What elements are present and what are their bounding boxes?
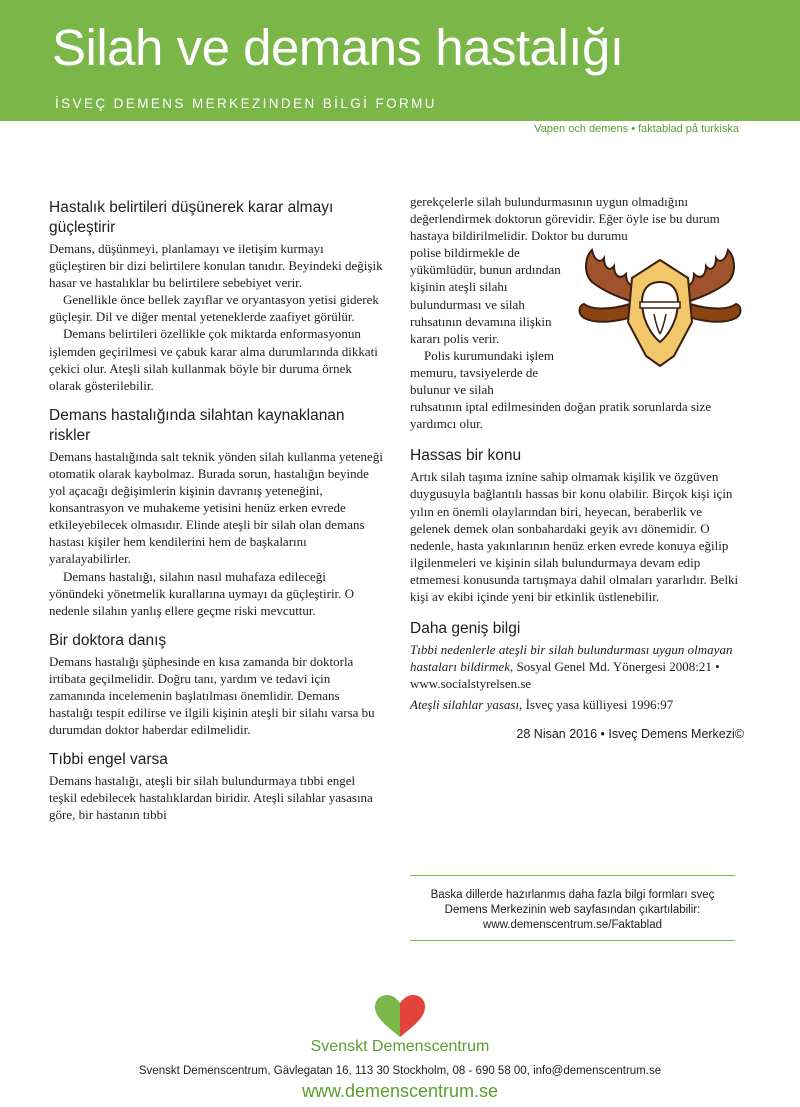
- reference-2-title: Ateşli silahlar yasası,: [410, 697, 523, 713]
- section-heading-medical: Tıbbi engel varsa: [49, 751, 168, 769]
- paragraph: Genellikle önce bellek zayıflar ve oryantasyon yetisi giderek güçleşir. Dil ve diğer mental yeteneklerde zaafiyet görülür.: [49, 292, 379, 325]
- text-wrap-block: [410, 244, 744, 398]
- reference-1-title: Tıbbi nedenlerle ateşli bir silah bulundurması uygun olmayan hastaları bildirmek,: [410, 642, 733, 675]
- other-languages-notice: [410, 875, 735, 941]
- paragraph: polise bildirmekle de yükümlüdür, bunun ardından kişinin ateşli silahı bulundurması ve silah ruhsatının devamına ilişkin kararı polis verir.: [410, 245, 561, 346]
- paragraph: Artık silah taşıma iznine sahip olmamak kişilik ve özgüven duygusuyla bağlantılı hassas bir konu olabilir. Birçok kişi için yılın en önemli olaylarından biri, heyecan, beraberlik ve gelenek demek olan sonbahardaki geyik avı dönemidir. O nedenle, hasta yakınlarının henüz erken evrede konuya eğilip ilgilenmeleri ve kişinin silah bulundurmaya devam edip etmemesi konusunda tartışmaya dahil olmaları yararlıdır. Belki kişi av ekibi içinde yeni bir etkinlik üstlenebilir.: [410, 469, 739, 604]
- notice-line-2: Demens Merkezinin web sayfasından çıkartılabilir:: [444, 904, 701, 916]
- header-banner: [0, 0, 800, 121]
- right-column: [410, 193, 744, 741]
- paragraph: ruhsatının iptal edilmesinden doğan pratik sorunlarda size yardımcı olur.: [410, 399, 712, 432]
- moose-trophy-icon: [570, 238, 750, 386]
- paragraph: Polis kurumundaki işlem memuru, tavsiyelerde de bulunur ve silah: [410, 347, 554, 398]
- paragraph: gerekçelerle silah bulundurmasının uygun olmadığını değerlendirmek doktorun görevidir. Eğer öyle ise bu durum hastaya bildirilmelidir. Doktor bu durumu: [410, 194, 720, 244]
- page-subtitle: İSVEÇ DEMENS MERKEZINDEN BİLGİ FORMU: [55, 96, 437, 111]
- left-column: [49, 190, 383, 824]
- footer-address: Svenskt Demenscentrum, Gävlegatan 16, 113 30 Stockholm, 08 - 690 58 00, info@demenscentrum.se: [138, 1065, 662, 1077]
- tagline: Vapen och demens • faktablad på turkiska: [534, 123, 739, 135]
- page-title: Silah ve demans hastalığı: [52, 19, 624, 76]
- section-heading-doctor: Bir doktora danış: [49, 631, 167, 649]
- reference-2: [410, 696, 744, 713]
- paragraph: Demans, düşünmeyi, planlamayı ve iletişim kurmayı güçleştiren bir dizi belirtilere konulan tanıdır. Beyindeki değişik hasar ve hastalıklar bu belirtilere sebebiyet verir.: [49, 241, 383, 291]
- notice-link[interactable]: www.demenscentrum.se/Faktablad: [483, 919, 662, 931]
- paragraph: Demans hastalığı şüphesinde en kısa zamanda bir doktorla irtibata geçilmelidir. Doğru tanı, yardım ve tedavi için zamanında incelemenin başlatılması önemlidir. Demans hastalığı tespit edilirse ve ilgili kişinin ateşli bir silahı varsa bu durumdan doktor haberdar edilmelidir.: [49, 653, 375, 738]
- footer-website-link[interactable]: www.demenscentrum.se: [301, 1081, 499, 1101]
- section-heading-symptoms: Hastalık belirtileri düşünerek karar almayı güçleştirir: [49, 199, 334, 236]
- section-heading-more-info: Daha geniş bilgi: [410, 620, 521, 638]
- paragraph: Demans hastalığında salt teknik yönden silah kullanma yeteneği otomatik olarak kaybolmaz. Burada sorun, hastalığın beyinde yol açacağı değişimlerin kişinin davranış yeteneğini, konsantrasyon ve muhakeme yetisini henüz erken evrede etkileyebilecek olmasıdır. Elinde ateşli bir silah olan demans hastası kişiler hem kendilerini hem de başkalarını yaralayabilirler.: [49, 448, 383, 567]
- publication-date: 28 Nisan 2016 • Isveç Demens Merkezi©: [516, 727, 744, 742]
- notice-line-1: Baska dillerde hazırlanmıs daha fazla bilgi formları sveç: [430, 889, 715, 901]
- reference-1: [410, 641, 744, 692]
- heart-logo-icon: [373, 993, 427, 1039]
- section-heading-sensitive: Hassas bir konu: [410, 447, 522, 465]
- reference-2-rest: İsveç yasa külliyesi 1996:97: [522, 697, 674, 713]
- paragraph: Demans belirtileri özellikle çok miktarda enformasyonun işlemden geçirilmesi ve çabuk karar alma durumlarında dikkati çekici olur. Ateşli silah kullanmak böyle bir duruma örnek olarak gösterilebilir.: [49, 326, 378, 393]
- reference-1-rest: Sosyal Genel Md. Yönergesi 2008:21 • www.socialstyrelsen.se: [410, 659, 720, 692]
- section-heading-risks: Demans hastalığında silahtan kaynaklanan riskler: [49, 406, 345, 444]
- paragraph: Demans hastalığı, ateşli bir silah bulundurmaya tıbbi engel teşkil edebilecek hastalıklardan biridir. Ateşli silahlar yasasına göre, bir hastanın tıbbi: [49, 773, 373, 823]
- paragraph: Demans hastalığı, silahın nasıl muhafaza edileceği yönündeki yönetmelik kurallarına uymayı da güçleştirir. O nedenle silahın yanlış ellere geçme riski mevcuttur.: [49, 568, 355, 618]
- brand-name: Svenskt Demenscentrum: [310, 1038, 490, 1055]
